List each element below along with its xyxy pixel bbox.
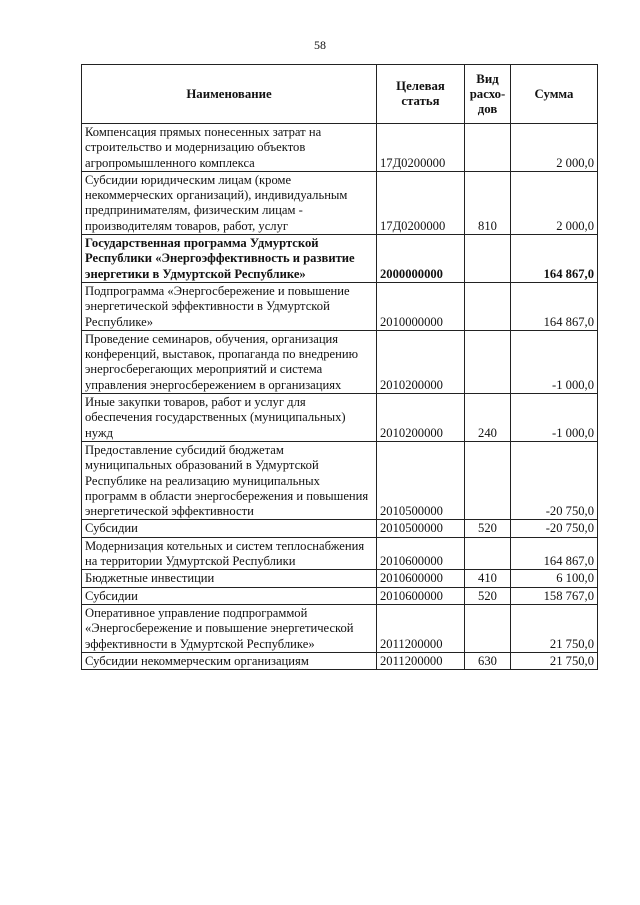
row-target-cell: 2000000000 xyxy=(377,235,465,283)
row-target-cell: 2010000000 xyxy=(377,282,465,330)
row-amount-cell: 158 767,0 xyxy=(511,587,598,604)
table-row xyxy=(82,124,598,172)
row-name-cell: Субсидии xyxy=(82,587,377,604)
table-row xyxy=(82,441,598,519)
table-body xyxy=(82,124,598,670)
table-row xyxy=(82,282,598,330)
row-amount-cell: 21 750,0 xyxy=(511,652,598,669)
row-name-cell: Модернизация котельных и систем теплоснабжения на территории Удмуртской Республики xyxy=(82,537,377,570)
row-expense-type-cell xyxy=(465,124,511,172)
row-amount-cell: 164 867,0 xyxy=(511,537,598,570)
row-expense-type-cell xyxy=(465,604,511,652)
row-name-cell: Проведение семинаров, обучения, организация конференций, выставок, пропаганда по внедрению энергосберегающих мероприятий и система управления энергосбережением в организациях xyxy=(82,330,377,393)
row-target-cell: 2010200000 xyxy=(377,330,465,393)
row-name-cell: Оперативное управление подпрограммой «Энергосбережение и повышение энергетической эффективности в Удмуртской Республике» xyxy=(82,604,377,652)
header-target: Целевая статья xyxy=(377,65,465,124)
row-amount-cell: 164 867,0 xyxy=(511,235,598,283)
row-expense-type-cell xyxy=(465,235,511,283)
row-target-cell: 2010600000 xyxy=(377,537,465,570)
table-header-row xyxy=(82,65,598,124)
row-amount-cell: 6 100,0 xyxy=(511,570,598,587)
table-row xyxy=(82,394,598,442)
table-row xyxy=(82,570,598,587)
table-row xyxy=(82,604,598,652)
row-expense-type-cell xyxy=(465,330,511,393)
row-amount-cell: -1 000,0 xyxy=(511,330,598,393)
row-expense-type-cell: 520 xyxy=(465,587,511,604)
row-amount-cell: -20 750,0 xyxy=(511,441,598,519)
row-expense-type-cell: 240 xyxy=(465,394,511,442)
row-expense-type-cell: 520 xyxy=(465,520,511,537)
row-target-cell: 2010500000 xyxy=(377,520,465,537)
row-expense-type-cell xyxy=(465,441,511,519)
row-target-cell: 17Д0200000 xyxy=(377,124,465,172)
budget-table xyxy=(81,64,598,670)
row-name-cell: Подпрограмма «Энергосбережение и повышение энергетической эффективности в Удмуртской Республике» xyxy=(82,282,377,330)
row-amount-cell: -1 000,0 xyxy=(511,394,598,442)
page-number: 58 xyxy=(314,38,326,52)
row-expense-type-cell: 410 xyxy=(465,570,511,587)
row-name-cell: Иные закупки товаров, работ и услуг для обеспечения государственных (муниципальных) нужд xyxy=(82,394,377,442)
table-row xyxy=(82,330,598,393)
row-target-cell: 2011200000 xyxy=(377,604,465,652)
row-expense-type-cell: 630 xyxy=(465,652,511,669)
row-name-cell: Компенсация прямых понесенных затрат на строительство и модернизацию объектов агропромышленного комплекса xyxy=(82,124,377,172)
row-expense-type-cell xyxy=(465,282,511,330)
row-name-cell: Субсидии юридическим лицам (кроме некоммерческих организаций), индивидуальным предпринимателям, физическим лицам - производителям товаров, работ, услуг xyxy=(82,171,377,234)
row-target-cell: 2010600000 xyxy=(377,570,465,587)
table-row xyxy=(82,587,598,604)
table-row xyxy=(82,652,598,669)
header-amount: Сумма xyxy=(511,65,598,124)
row-amount-cell: 2 000,0 xyxy=(511,124,598,172)
row-target-cell: 2010600000 xyxy=(377,587,465,604)
row-expense-type-cell xyxy=(465,537,511,570)
row-target-cell: 2010200000 xyxy=(377,394,465,442)
header-expense-type: Вид расхо-дов xyxy=(465,65,511,124)
table-row xyxy=(82,171,598,234)
row-amount-cell: -20 750,0 xyxy=(511,520,598,537)
row-target-cell: 2010500000 xyxy=(377,441,465,519)
table-row xyxy=(82,520,598,537)
row-amount-cell: 164 867,0 xyxy=(511,282,598,330)
row-amount-cell: 2 000,0 xyxy=(511,171,598,234)
header-name: Наименование xyxy=(82,65,377,124)
row-target-cell: 17Д0200000 xyxy=(377,171,465,234)
table-row xyxy=(82,235,598,283)
row-expense-type-cell: 810 xyxy=(465,171,511,234)
row-name-cell: Государственная программа Удмуртской Республики «Энергоэффективность и развитие энергетики в Удмуртской Республике» xyxy=(82,235,377,283)
row-target-cell: 2011200000 xyxy=(377,652,465,669)
row-name-cell: Бюджетные инвестиции xyxy=(82,570,377,587)
row-name-cell: Субсидии некоммерческим организациям xyxy=(82,652,377,669)
row-amount-cell: 21 750,0 xyxy=(511,604,598,652)
row-name-cell: Предоставление субсидий бюджетам муниципальных образований в Удмуртской Республике на реализацию муниципальных программ в области энергосбережения и повышения энергетической эффективности xyxy=(82,441,377,519)
row-name-cell: Субсидии xyxy=(82,520,377,537)
table-row xyxy=(82,537,598,570)
